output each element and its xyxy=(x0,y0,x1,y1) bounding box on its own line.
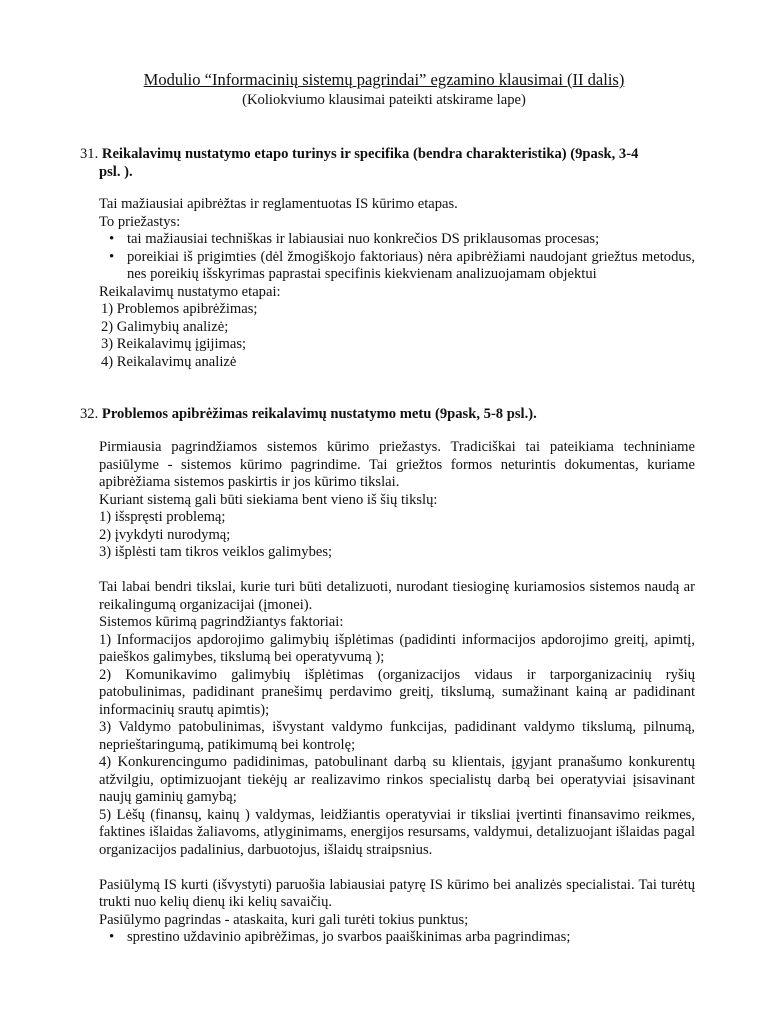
factor-item: 3) Valdymo patobulinimas, išvystant valdymo funkcijas, padidinant valdymo tikslumą, pilnumą, neprieštaringumą, patikimumą bei kontrolę; xyxy=(99,719,695,753)
reasons-label: To priežastys: xyxy=(99,213,181,230)
document-subtitle: (Koliokviumo klausimai pateikti atskirame lape) xyxy=(242,92,526,108)
factor-item: 2) Komunikavimo galimybių išplėtimas (organizacijos vidaus ir tarporganizacinių ryšių patobulinimas, padidinant pranešimų perdavimo greitį, tikslumą, sumažinant kainą ar padidinant informacinių srautų apimtis); xyxy=(99,666,695,718)
question-number: 31. xyxy=(80,146,99,162)
factor-item: 5) Lėšų (finansų, kainų ) valdymas, leidžiantis operatyviai ir tiksliai įvertinti finansavimo reikmes, faktines išlaidas žaliavoms, atlyginimams, energijos resursams, valdymui, detalizuojant išlaidas pagal organizacijos padalinius, darbuotojus, išlaidų straipsnius. xyxy=(99,806,695,858)
stage-item: 1) Problemos apibrėžimas; xyxy=(101,301,258,317)
stage-item: 3) Reikalavimų įgijimas; xyxy=(101,336,247,352)
question-title: Problemos apibrėžimas reikalavimų nustatymo metu (9pask, 5-8 psl.). xyxy=(101,406,537,422)
question-32-heading xyxy=(80,406,696,424)
goal-item: 1) išspręsti problemą; xyxy=(99,509,226,525)
question-31-heading xyxy=(80,146,696,181)
paragraph: Tai labai bendri tikslai, kurie turi būti detalizuoti, nurodant tiesioginę kuriamosios sistemos naudą ar reikalingumą organizacijai (įmonei). xyxy=(99,579,695,613)
question-31-body xyxy=(99,196,695,371)
paragraph: Pirmiausia pagrindžiamos sistemos kūrimo priežastys. Tradiciškai tai pateikiama techniniame pasiūlyme - sistemos kūrimo pagrindime. Tai griežtos formos neturintis dokumentas, kuriame apibrėžiama sistemos paskirtis ir jos kūrimo tikslai. xyxy=(99,439,695,490)
basis-list xyxy=(99,929,695,947)
spacer xyxy=(99,859,695,877)
spacer xyxy=(99,562,695,580)
stages-label: Reikalavimų nustatymo etapai: xyxy=(99,283,281,300)
goal-item: 2) įvykdyti nurodymą; xyxy=(99,526,231,543)
question-title: Reikalavimų nustatymo etapo turinys ir specifika (bendra charakteristika) (9pask, 3-4 xyxy=(101,146,639,162)
factor-item: 4) Konkurencingumo padidinimas, patobulinant darbą su klientais, įgyjant pranašumo konkurentų atžvilgiu, optimizuojant tiekėjų ar realizavimo rinkos specialistų darbą bei operatyviai įsisavinant naujų gaminių gamybą; xyxy=(99,754,695,805)
goals-label: Kuriant sistemą gali būti siekiama bent vieno iš šių tikslų: xyxy=(99,491,438,508)
factors-label: Sistemos kūrimą pagrindžiantys faktoriai: xyxy=(99,614,344,630)
paragraph: Pasiūlymą IS kurti (išvystyti) paruošia labiausiai patyrę IS kūrimo bei analizės specialistai. Tai turėtų trukti nuo kelių dienų iki kelių savaičių. xyxy=(99,876,695,910)
goal-item: 3) išplėsti tam tikros veiklos galimybes; xyxy=(99,544,333,560)
list-item: • tai mažiausiai techniškas ir labiausiai nuo konkrečios DS priklausomas procesas; xyxy=(99,231,695,249)
stage-item: 2) Galimybių analizė; xyxy=(101,318,229,335)
question-number: 32. xyxy=(80,406,99,422)
reasons-list xyxy=(99,231,695,284)
basis-label: Pasiūlymo pagrindas - ataskaita, kuri gali turėti tokius punktus; xyxy=(99,911,469,928)
stage-item: 4) Reikalavimų analizė xyxy=(101,353,237,370)
question-32-body xyxy=(99,439,695,947)
list-item: • poreikiai iš prigimties (dėl žmogiškojo faktoriaus) nėra apibrėžiami naudojant griežtus metodus, nes poreikių išskyrimas paprastai specifinis kiekvienam analizuojamam objektui xyxy=(99,249,695,284)
factor-item: 1) Informacijos apdorojimo galimybių išplėtimas (padidinti informacijos apdorojimo greitį, apimtį, paieškos galimybes, tikslumą bei operatyvumą ); xyxy=(99,631,695,665)
document-title: Modulio “Informacinių sistemų pagrindai” egzamino klausimai (II dalis) xyxy=(143,70,625,89)
paragraph: Tai mažiausiai apibrėžtas ir reglamentuotas IS kūrimo etapas. xyxy=(99,196,458,212)
question-title-continued: psl. ). xyxy=(99,163,133,180)
list-item: • sprestino uždavinio apibrėžimas, jo svarbos paaiškinimas arba pagrindimas; xyxy=(99,929,695,947)
